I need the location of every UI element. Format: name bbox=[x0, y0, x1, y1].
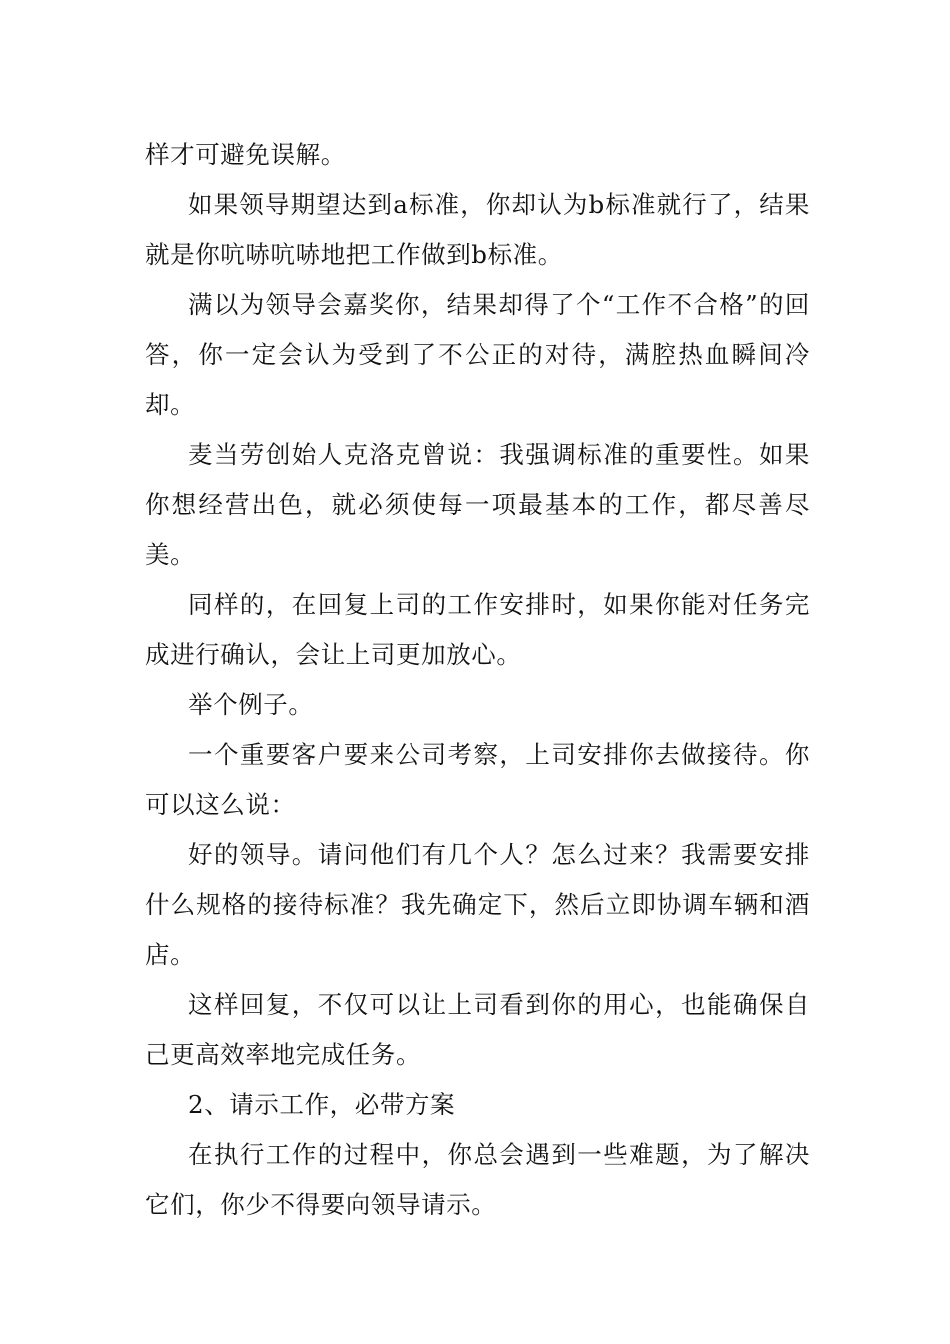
paragraph-sample-reply: 好的领导。请问他们有几个人？怎么过来？我需要安排什么规格的接待标准？我先确定下，然后立即协调车辆和酒店。 bbox=[145, 840, 810, 969]
paragraph-continuation: 样才可避免误解。 bbox=[145, 140, 346, 169]
paragraph-unfair-treatment: 满以为领导会嘉奖你，结果却得了个“工作不合格”的回答，你一定会认为受到了不公正的对待，满腔热血瞬间冷却。 bbox=[145, 290, 810, 419]
document-body bbox=[145, 130, 810, 1230]
paragraph-kroc-quote: 麦当劳创始人克洛克曾说：我强调标准的重要性。如果你想经营出色，就必须使每一项最基本的工作，都尽善尽美。 bbox=[145, 440, 810, 569]
section-heading: 2、请示工作，必带方案 bbox=[188, 1090, 456, 1119]
paragraph-client-visit: 一个重要客户要来公司考察，上司安排你去做接待。你可以这么说： bbox=[145, 740, 810, 819]
paragraph-ask-instructions: 在执行工作的过程中，你总会遇到一些难题，为了解决它们，你少不得要向领导请示。 bbox=[145, 1140, 810, 1219]
paragraph-example-intro: 举个例子。 bbox=[188, 690, 314, 719]
paragraph-confirm-task: 同样的，在回复上司的工作安排时，如果你能对任务完成进行确认，会让上司更加放心。 bbox=[145, 590, 810, 669]
paragraph-reply-benefit: 这样回复，不仅可以让上司看到你的用心，也能确保自己更高效率地完成任务。 bbox=[145, 990, 810, 1069]
paragraph-standard-mismatch: 如果领导期望达到a标准，你却认为b标准就行了，结果就是你吭哧吭哧地把工作做到b标准。 bbox=[145, 190, 810, 269]
